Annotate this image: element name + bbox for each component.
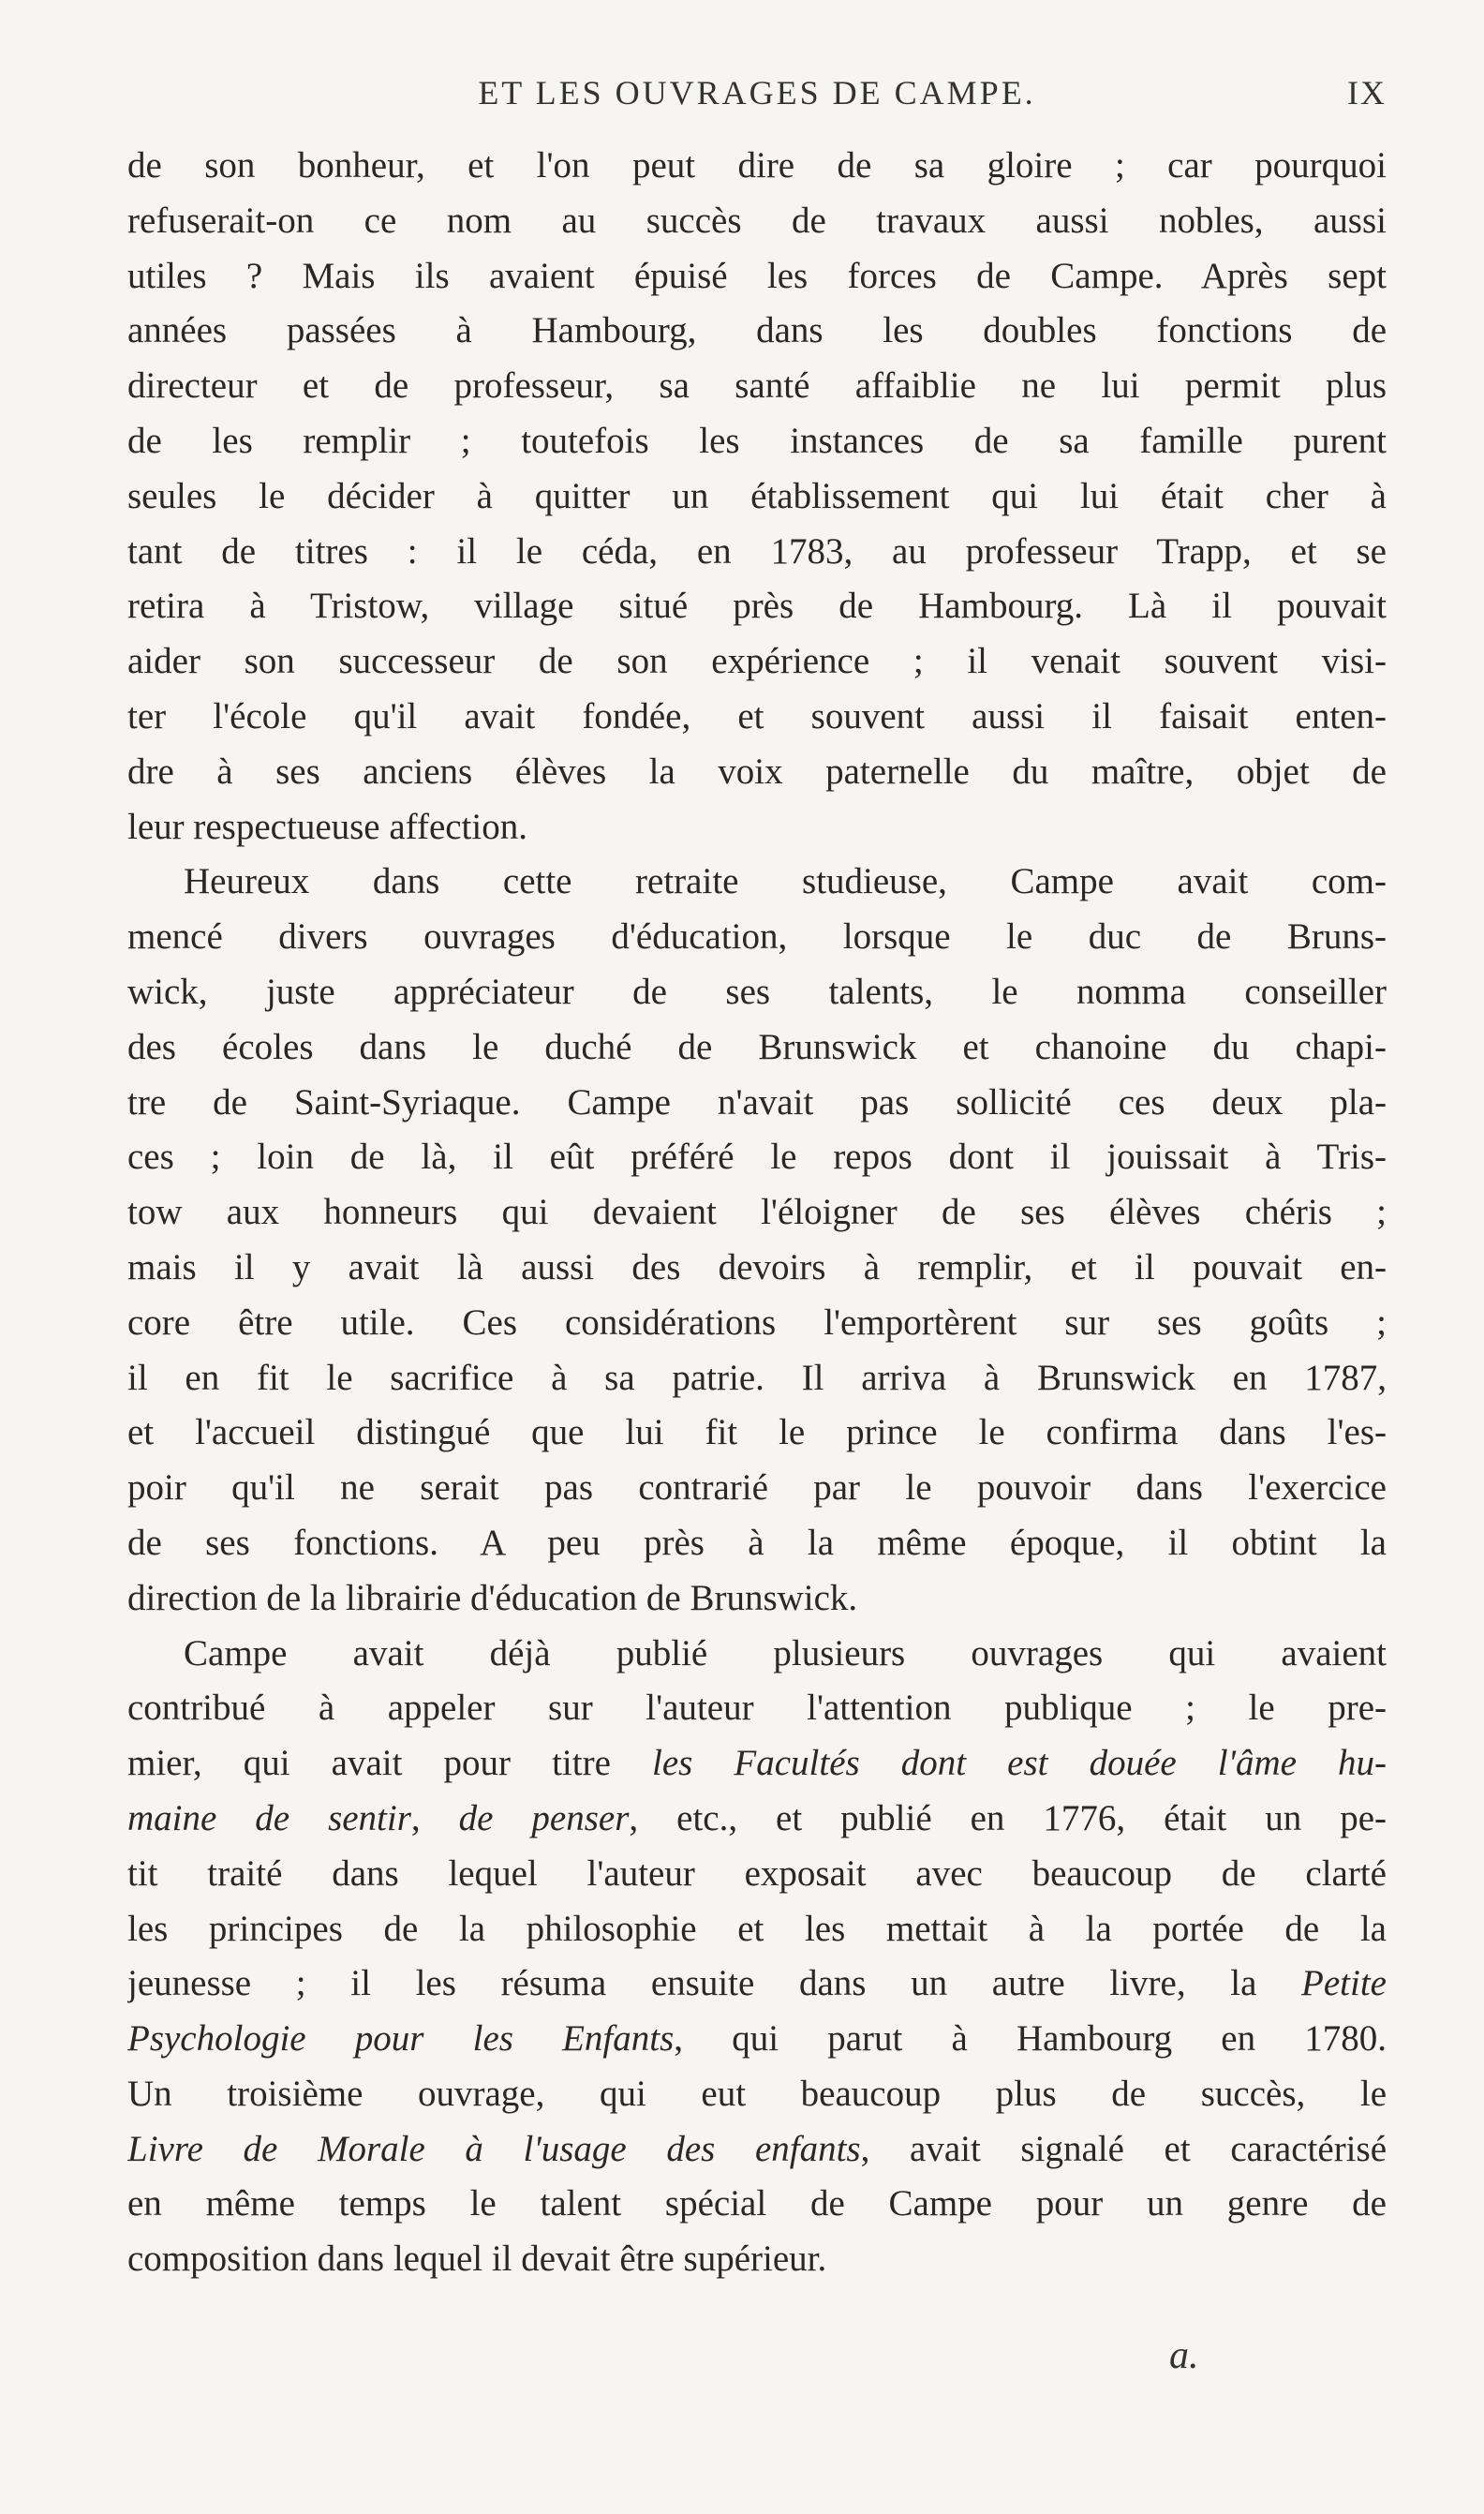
text-line: tow aux honneurs qui devaient l'éloigner de ses élèves chéris ;: [127, 1192, 1387, 1233]
text-line: dre à ses anciens élèves la voix paternelle du maître, objet de: [127, 751, 1387, 792]
text-line: [127, 1736, 1387, 1792]
text-line: de ses fonctions. A peu près à la même époque, il obtint la: [127, 1522, 1387, 1563]
text-line: il en fit le sacrifice à sa patrie. Il arriva à Brunswick en 1787,: [127, 1357, 1387, 1398]
text-line: [127, 2012, 1387, 2067]
body-text: [127, 139, 1387, 2287]
text-line: [127, 2122, 1387, 2178]
text-line: de les remplir ; toutefois les instances de sa famille purent: [127, 420, 1387, 461]
text-line: tant de titres : il le céda, en 1783, au professeur Trapp, et se: [127, 530, 1387, 572]
italic-title-text: les Facultés dont est douée l'âme hu-: [651, 1743, 1387, 1784]
text-line: directeur et de professeur, sa santé affaiblie ne lui permit plus: [127, 365, 1387, 407]
text-run: , etc., et publié en 1776, était un pe-: [629, 1797, 1387, 1838]
text-line: tre de Saint-Syriaque. Campe n'avait pas sollicité ces deux pla-: [127, 1081, 1387, 1123]
italic-title-text: Livre de Morale à l'usage des enfants: [127, 2128, 861, 2169]
text-run: ,: [410, 1797, 459, 1838]
text-line: Heureux dans cette retraite studieuse, Campe avait com-: [184, 861, 1387, 902]
text-run: mier, qui avait pour titre: [127, 1743, 652, 1784]
text-line: [127, 1792, 1387, 1847]
text-line: tit traité dans lequel l'auteur exposait avec beaucoup de clarté: [127, 1852, 1387, 1894]
text-line: en même temps le talent spécial de Campe pour un genre de: [127, 2183, 1387, 2224]
text-run: , avait signalé et caractérisé: [860, 2128, 1387, 2169]
text-line: retira à Tristow, village situé près de Hambourg. Là il pouvait: [127, 586, 1387, 627]
italic-title-text: Petite: [1301, 1963, 1387, 2004]
text-line: Campe avait déjà publié plusieurs ouvrages qui avaient: [184, 1632, 1387, 1674]
text-line: de son bonheur, et l'on peut dire de sa gloire ; car pourquoi: [127, 145, 1387, 186]
text-run: , qui parut à Hambourg en 1780.: [674, 2018, 1387, 2060]
text-line: contribué à appeler sur l'auteur l'attention publique ; le pre-: [127, 1688, 1387, 1729]
text-line: leur respectueuse affection.: [127, 806, 527, 847]
text-line: ces ; loin de là, il eût préféré le repos dont il jouissait à Tris-: [127, 1137, 1387, 1178]
text-line: poir qu'il ne serait pas contrarié par le pouvoir dans l'exercice: [127, 1467, 1387, 1509]
text-line: des écoles dans le duché de Brunswick et chanoine du chapi-: [127, 1026, 1387, 1067]
text-line: années passées à Hambourg, dans les doubles fonctions de: [127, 310, 1387, 351]
italic-title-text: de penser: [458, 1797, 630, 1838]
text-line: utiles ? Mais ils avaient épuisé les forces de Campe. Après sept: [127, 255, 1387, 296]
text-line: core être utile. Ces considérations l'emportèrent sur ses goûts ;: [127, 1302, 1387, 1343]
signature-mark: a.: [1169, 2334, 1199, 2377]
text-line: ter l'école qu'il avait fondée, et souvent aussi il faisait enten-: [127, 695, 1387, 736]
text-run: jeunesse ; il les résuma ensuite dans un autre livre, la: [127, 1963, 1302, 2004]
text-line: Un troisième ouvrage, qui eut beaucoup plus de succès, le: [127, 2073, 1387, 2114]
italic-title-text: Psychologie pour les Enfants: [127, 2018, 675, 2060]
running-title: ET LES OUVRAGES DE CAMPE.: [478, 74, 1036, 112]
text-line: mais il y avait là aussi des devoirs à remplir, et il pouvait en-: [127, 1246, 1387, 1287]
text-line: refuserait-on ce nom au succès de travaux aussi nobles, aussi: [127, 200, 1387, 241]
text-line: seules le décider à quitter un établissement qui lui était cher à: [127, 475, 1387, 516]
text-line: les principes de la philosophie et les mettait à la portée de la: [127, 1908, 1387, 1949]
text-line: mencé divers ouvrages d'éducation, lorsque le duc de Bruns-: [127, 916, 1387, 958]
page-number: IX: [1347, 74, 1387, 112]
italic-title-text: maine de sentir: [127, 1797, 411, 1838]
text-line: wick, juste appréciateur de ses talents, le nomma conseiller: [127, 971, 1387, 1012]
text-line: [127, 1956, 1387, 2012]
running-head: [127, 73, 1387, 120]
text-line: aider son successeur de son expérience ; il venait souvent visi-: [127, 641, 1387, 682]
text-line: et l'accueil distingué que lui fit le prince le confirma dans l'es-: [127, 1412, 1387, 1453]
text-line: direction de la librairie d'éducation de Brunswick.: [127, 1577, 858, 1618]
text-line: composition dans lequel il devait être supérieur.: [127, 2239, 827, 2280]
